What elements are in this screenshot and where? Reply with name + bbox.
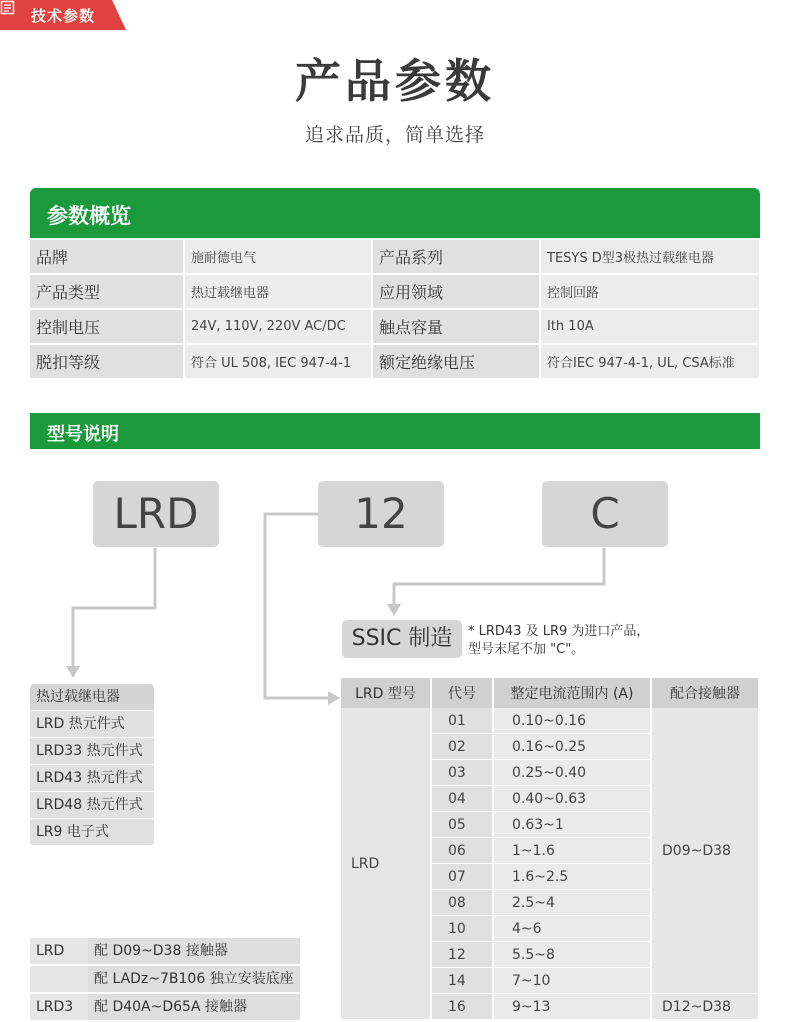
current-cell: 4~6 (493, 916, 651, 942)
bottom-code: LRD (30, 938, 88, 964)
import-note (468, 623, 649, 659)
current-cell: 7~10 (493, 968, 651, 994)
param-value: 符合IEC 947-4-1, UL, CSA标准 (540, 344, 760, 379)
current-cell: 2.5~4 (493, 890, 651, 916)
table-row (341, 708, 759, 734)
model-title: 型号说明 (47, 424, 119, 445)
column-header: 整定电流范围内 (A) (493, 678, 651, 708)
param-value: 24V, 110V, 220V AC/DC (184, 309, 372, 344)
bottom-code: LRD3 (30, 994, 88, 1020)
ssic-box: SSIC 制造 (342, 620, 462, 658)
param-value: TESYS D型3极热过载继电器 (540, 240, 760, 274)
current-cell: 0.40~0.63 (493, 786, 651, 812)
current-cell: 0.63~1 (493, 812, 651, 838)
bottom-row (30, 966, 300, 994)
note-line: 型号末尾不加 "C"。 (468, 642, 585, 657)
param-value: 控制回路 (540, 274, 760, 309)
list-item: LRD48 热元件式 (30, 792, 154, 819)
code-cell: 03 (431, 760, 493, 786)
param-key: 品牌 (30, 240, 184, 274)
param-key: 产品系列 (372, 240, 540, 274)
param-value: 符合 UL 508, IEC 947-4-1 (184, 344, 372, 379)
current-cell: 0.10~0.16 (493, 708, 651, 734)
list-item: LR9 电子式 (30, 819, 154, 846)
param-key: 应用领域 (372, 274, 540, 309)
model-cell: LRD (341, 708, 431, 1020)
list-item: LRD33 热元件式 (30, 738, 154, 765)
column-header: LRD 型号 (341, 678, 431, 708)
code-box-series: LRD (93, 481, 219, 547)
code-cell: 02 (431, 734, 493, 760)
column-header: 配合接触器 (651, 678, 759, 708)
code-cell: 14 (431, 968, 493, 994)
bottom-row (30, 938, 300, 966)
param-value: Ith 10A (540, 309, 760, 344)
code-box-suffix: C (542, 481, 668, 547)
list-item: LRD 热元件式 (30, 711, 154, 738)
code-cell: 10 (431, 916, 493, 942)
bottom-desc: 配 D40A~D65A 接触器 (88, 994, 300, 1020)
page-title: 产品参数 (295, 54, 495, 108)
tag-label: 技术参数 (31, 7, 96, 25)
series-list (30, 684, 154, 846)
current-cell: 9~13 (493, 994, 651, 1020)
param-value: 热过载继电器 (184, 274, 372, 309)
param-value: 施耐德电气 (184, 240, 372, 274)
param-key: 控制电压 (30, 309, 184, 344)
current-cell: 1~1.6 (493, 838, 651, 864)
current-cell: 0.25~0.40 (493, 760, 651, 786)
column-header: 代号 (431, 678, 493, 708)
code-cell: 04 (431, 786, 493, 812)
code-cell: 08 (431, 890, 493, 916)
bottom-desc: 配 LADz~7B106 独立安装底座 (88, 966, 300, 992)
page-subtitle: 追求品质，简单选择 (304, 124, 485, 146)
overview-title: 参数概览 (47, 204, 131, 228)
contactor-cell: D12~D38 (651, 994, 759, 1020)
code-cell: 06 (431, 838, 493, 864)
bottom-desc: 配 D09~D38 接触器 (88, 938, 300, 964)
bottom-row (30, 994, 300, 1022)
param-key: 触点容量 (372, 309, 540, 344)
bottom-table (30, 938, 300, 1022)
code-box-current: 12 (318, 481, 444, 547)
param-key: 脱扣等级 (30, 344, 184, 379)
code-cell: 01 (431, 708, 493, 734)
table-header-row (341, 678, 759, 708)
current-cell: 1.6~2.5 (493, 864, 651, 890)
list-item: LRD43 热元件式 (30, 765, 154, 792)
note-line: * LRD43 及 LR9 为进口产品， (468, 624, 650, 639)
code-cell: 16 (431, 994, 493, 1020)
code-cell: 07 (431, 864, 493, 890)
bottom-code (30, 966, 88, 992)
list-item: 热过载继电器 (30, 684, 154, 711)
current-cell: 0.16~0.25 (493, 734, 651, 760)
code-cell: 12 (431, 942, 493, 968)
current-cell: 5.5~8 (493, 942, 651, 968)
contactor-cell: D09~D38 (651, 708, 759, 994)
model-table (341, 678, 760, 1020)
param-key: 额定绝缘电压 (372, 344, 540, 379)
code-cell: 05 (431, 812, 493, 838)
param-key: 产品类型 (30, 274, 184, 309)
